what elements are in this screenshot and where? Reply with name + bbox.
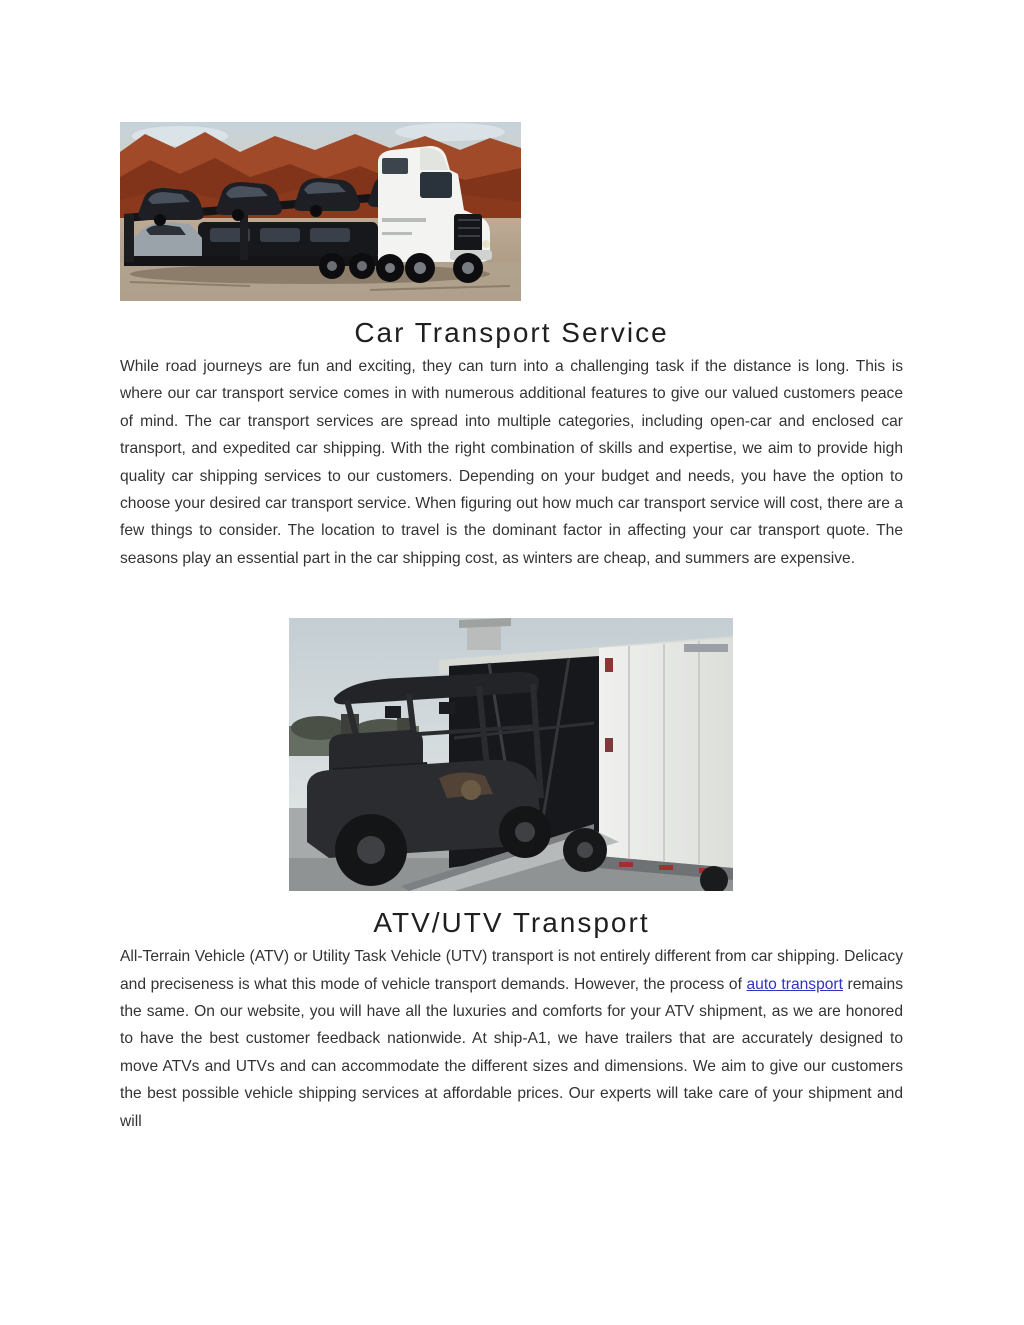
atv-utv-paragraph bbox=[120, 943, 903, 1135]
auto-transport-link[interactable]: auto transport bbox=[746, 975, 843, 993]
atv-paragraph-text-after-link: remains the same. On our website, you will have all the luxuries and comforts for your ATV shipment, as we are honored to have the best customer feedback nationwide. At ship-A1, we have trailers that are accurately designed to move ATVs and UTVs and can accommodate the different sizes and dimensions. We aim to give our customers the best possible vehicle shipping services at affordable prices. Our experts will take care of your shipment and will bbox=[120, 975, 903, 1130]
section-heading-atv-utv: ATV/UTV Transport bbox=[373, 907, 650, 939]
atv-paragraph-text-before-link: All-Terrain Vehicle (ATV) or Utility Task Vehicle (UTV) transport is not entirely different from car shipping. Delicacy and preciseness is what this mode of vehicle transport demands. However, the process of bbox=[120, 948, 903, 993]
section-heading-car-transport: Car Transport Service bbox=[354, 317, 669, 348]
car-transport-paragraph: While road journeys are fun and exciting, they can turn into a challenging task if the distance is long. This is where our car transport service comes in with numerous additional features to give our valued customers peace of mind. The car transport services are spread into multiple categories, including open-car and enclosed car transport, and expedited car shipping. With the right combination of skills and expertise, we aim to provide high quality car shipping services to our customers. Depending on your budget and needs, you have the option to choose your desired car transport service. When figuring out how much car transport service will cost, there are a few things to consider. The location to travel is the dominant factor in affecting your car transport quote. The seasons play an essential part in the car shipping cost, as winters are cheap, and summers are expensive. bbox=[120, 358, 903, 567]
document-content bbox=[120, 122, 903, 1135]
car-transport-truck-photo bbox=[120, 122, 521, 301]
atv-utv-trailer-photo bbox=[289, 618, 733, 891]
